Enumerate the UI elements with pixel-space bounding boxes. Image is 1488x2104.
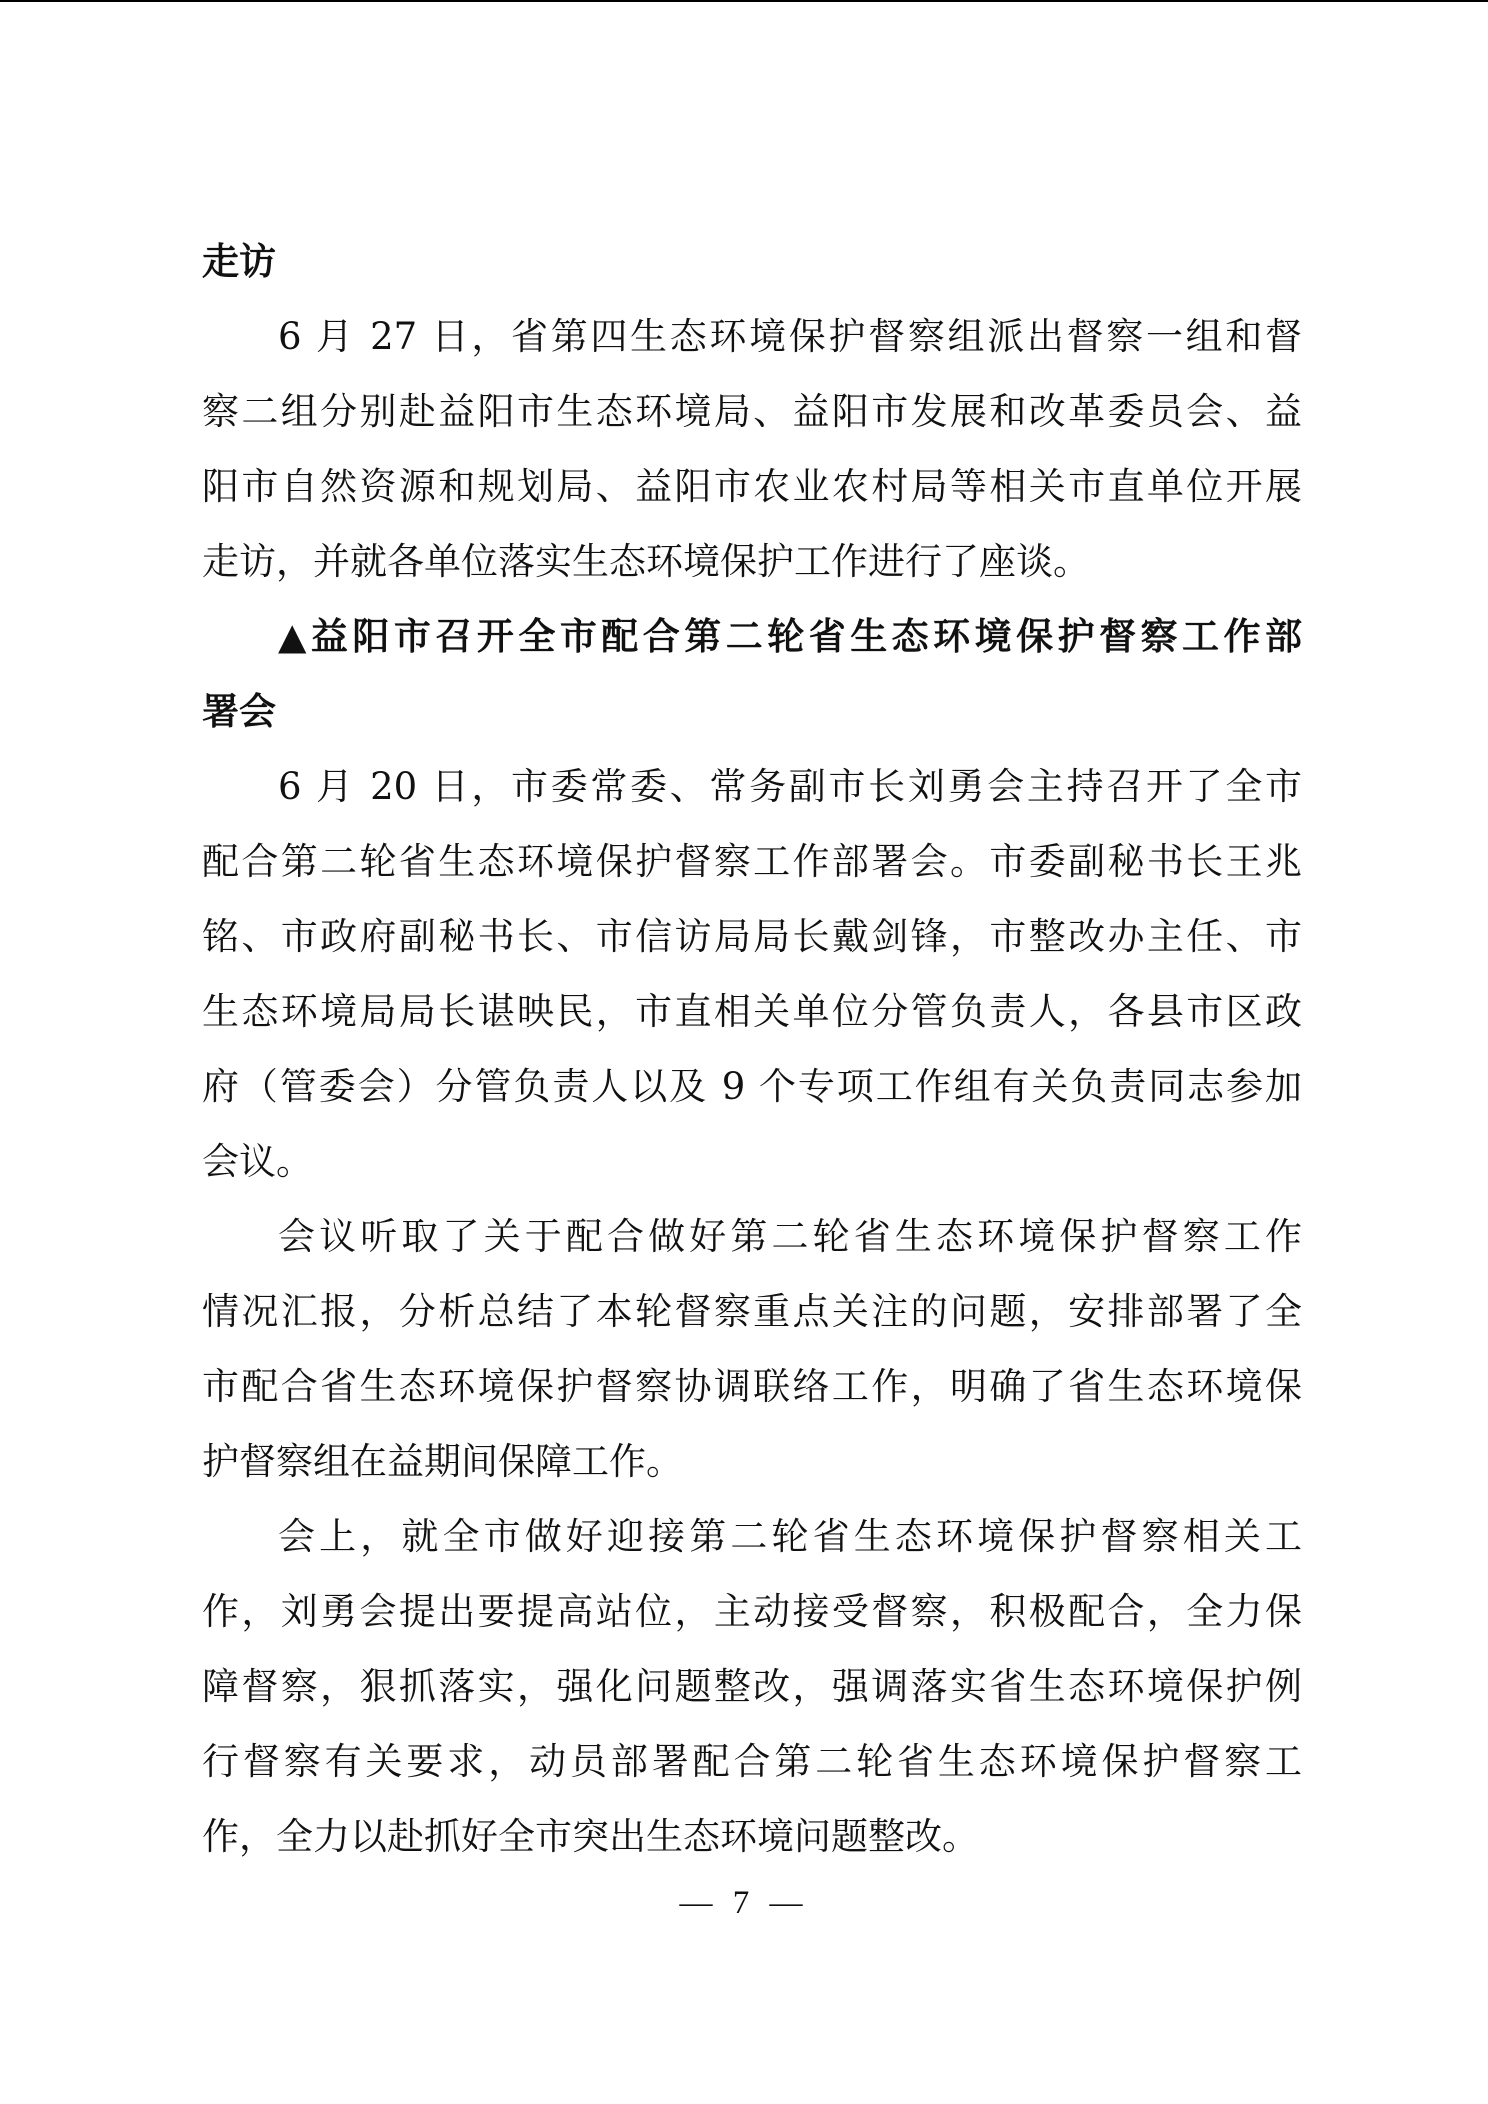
- paragraph-line: 生态环境局局长谌映民，市直相关单位分管负责人，各县市区政: [202, 990, 1302, 1033]
- paragraph-meeting-intro: [202, 749, 1302, 1199]
- document-body: [202, 224, 1302, 1874]
- paragraph-line: 配合第二轮省生态环境保护督察工作部署会。市委副秘书长王兆: [202, 840, 1302, 883]
- paragraph-line: 走访，并就各单位落实生态环境保护工作进行了座谈。: [202, 540, 1090, 583]
- section-heading-meeting: [202, 599, 1302, 749]
- paragraph-line: 情况汇报，分析总结了本轮督察重点关注的问题，安排部署了全: [202, 1290, 1302, 1333]
- paragraph-line: 市配合省生态环境保护督察协调联络工作，明确了省生态环境保: [202, 1365, 1302, 1408]
- top-border-line: [0, 0, 1488, 2]
- paragraph-line: 障督察，狠抓落实，强化问题整改，强调落实省生态环境保护例: [202, 1665, 1302, 1708]
- paragraph-meeting-requirements: [202, 1499, 1302, 1874]
- paragraph-line: 作，全力以赴抓好全市突出生态环境问题整改。: [202, 1815, 979, 1858]
- paragraph-line: 府（管委会）分管负责人以及 9 个专项工作组有关负责同志参加: [202, 1065, 1302, 1108]
- paragraph-line: 会议。: [202, 1140, 313, 1183]
- page-number: — 7 —: [679, 1885, 809, 1921]
- paragraph-line: 铭、市政府副秘书长、市信访局局长戴剑锋，市整改办主任、市: [202, 915, 1302, 958]
- section-heading-continuation: 走访: [202, 240, 276, 283]
- paragraph-line: 作，刘勇会提出要提高站位，主动接受督察，积极配合，全力保: [202, 1590, 1302, 1633]
- paragraph-line: 阳市自然资源和规划局、益阳市农业农村局等相关市直单位开展: [202, 465, 1302, 508]
- paragraph-line: 察二组分别赴益阳市生态环境局、益阳市发展和改革委员会、益: [202, 390, 1302, 433]
- paragraph-line: 会议听取了关于配合做好第二轮省生态环境保护督察工作: [278, 1215, 1302, 1258]
- paragraph-meeting-report: [202, 1199, 1302, 1499]
- paragraph-line: 护督察组在益期间保障工作。: [202, 1440, 683, 1483]
- heading-line: 署会: [202, 690, 276, 733]
- paragraph-line: 6 月 27 日，省第四生态环境保护督察组派出督察一组和督: [278, 315, 1302, 358]
- paragraph-visit: [202, 299, 1302, 599]
- paragraph-line: 会上，就全市做好迎接第二轮省生态环境保护督察相关工: [278, 1515, 1302, 1558]
- paragraph-line: 6 月 20 日，市委常委、常务副市长刘勇会主持召开了全市: [278, 765, 1302, 808]
- heading-line: ▲益阳市召开全市配合第二轮省生态环境保护督察工作部: [278, 615, 1302, 658]
- paragraph-line: 行督察有关要求，动员部署配合第二轮省生态环境保护督察工: [202, 1740, 1302, 1783]
